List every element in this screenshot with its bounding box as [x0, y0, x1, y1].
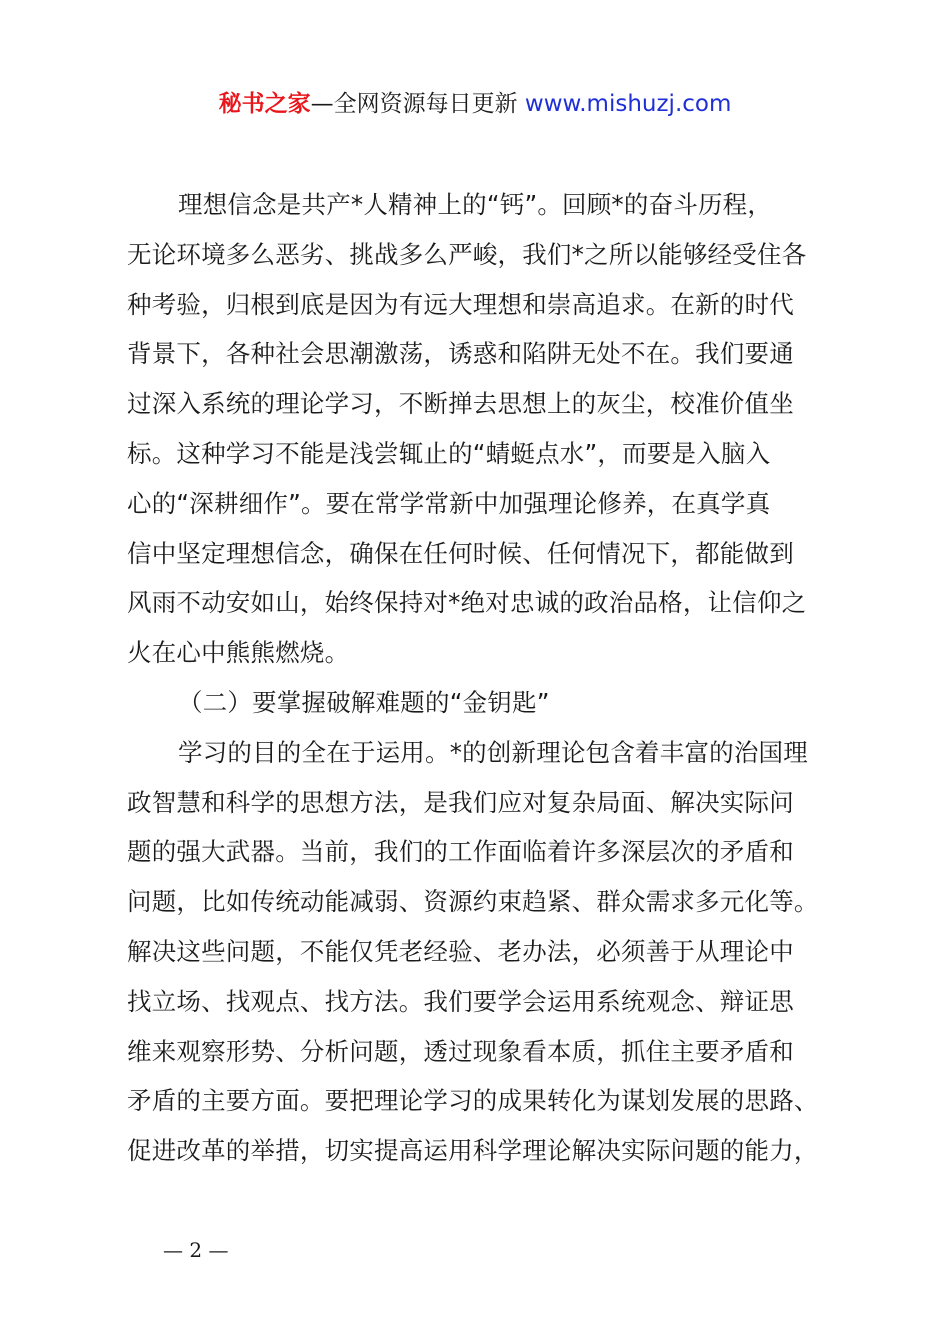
site-tagline: —全网资源每日更新	[310, 91, 518, 117]
section-heading: （二）要掌握破解难题的“金钥匙”	[178, 687, 550, 717]
text-line: 信中坚定理想信念，确保在任何时候、任何情况下，都能做到	[127, 538, 794, 568]
site-brand: 秘书之家	[218, 91, 311, 117]
document-body	[127, 180, 852, 1176]
text-line: 种考验，归根到底是因为有远大理想和崇高追求。在新的时代	[127, 289, 794, 319]
text-line: 问题，比如传统动能减弱、资源约束趋紧、群众需求多元化等。	[127, 887, 819, 917]
text-line: 矛盾的主要方面。要把理论学习的成果转化为谋划发展的思路、	[127, 1086, 819, 1116]
site-header	[0, 86, 950, 122]
text-line: 促进改革的举措，切实提高运用科学理论解决实际问题的能力，	[127, 1136, 819, 1166]
text-line: 无论环境多么恶劣、挑战多么严峻，我们*之所以能够经受住各	[127, 239, 807, 269]
text-line: 理想信念是共产*人精神上的“钙”。回顾*的奋斗历程，	[178, 190, 773, 219]
text-line: 维来观察形势、分析问题，透过现象看本质，抓住主要矛盾和	[127, 1036, 794, 1066]
page-number: — 2 —	[163, 1238, 229, 1262]
text-line: 找立场、找观点、找方法。我们要学会运用系统观念、辩证思	[127, 986, 794, 1016]
text-line: 标。这种学习不能是浅尝辄止的“蜻蜓点水”，而要是入脑入	[127, 438, 771, 468]
text-line: 题的强大武器。当前，我们的工作面临着许多深层次的矛盾和	[127, 837, 794, 867]
text-line: 心的“深耕细作”。要在常学常新中加强理论修养，在真学真	[127, 488, 771, 518]
text-line: 过深入系统的理论学习，不断掸去思想上的灰尘，校准价值坐	[127, 389, 794, 419]
text-line: 解决这些问题，不能仅凭老经验、老办法，必须善于从理论中	[127, 936, 794, 966]
text-line: 政智慧和科学的思想方法，是我们应对复杂局面、解决实际问	[127, 787, 794, 817]
text-line: 火在心中熊熊燃烧。	[127, 638, 350, 668]
text-line: 学习的目的全在于运用。*的创新理论包含着丰富的治国理	[178, 737, 808, 767]
text-line: 背景下，各种社会思潮激荡，诱惑和陷阱无处不在。我们要通	[127, 339, 794, 369]
site-url[interactable]: www.mishuzj.com	[517, 91, 732, 117]
text-line: 风雨不动安如山，始终保持对*绝对忠诚的政治品格，让信仰之	[127, 588, 807, 618]
